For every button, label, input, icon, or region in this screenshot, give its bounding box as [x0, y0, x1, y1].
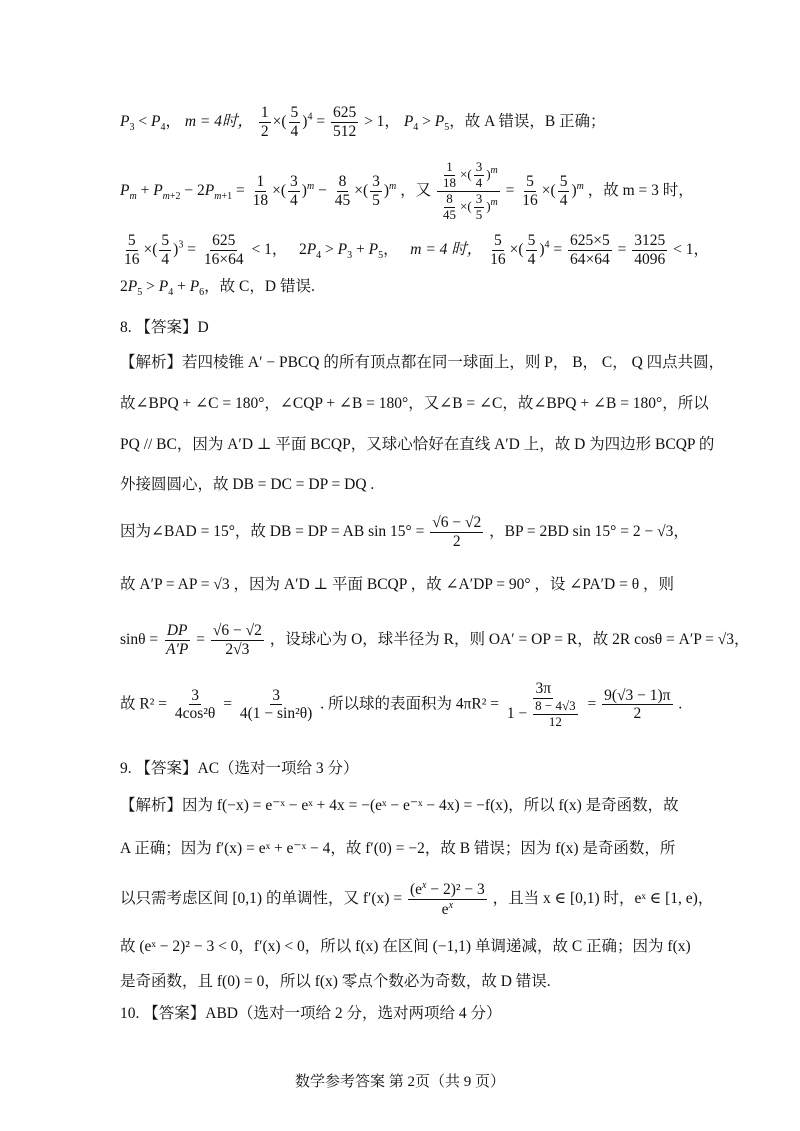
q8-analysis-line-8: 故 R² = $\frac{3}{\text{4cos²θ}}$ = $\frac{3}{\text{4(1 − sin²θ)}}$ . 所以球的表面积为 4πR² = 3π 1 − $\frac{8 - 4√3}{12}$ = $\frac{9(√3 - 1)\pi}{2}$ . [120, 680, 683, 729]
q7-line-1: $P_3 < P_4$， m = 4时， $\frac{1}{2}$ ×( $\frac{5}{4}$ )$^4$ = $\frac{625}{512}$ > 1， $P_4 > P_5$，故 A 错误，B 正确； [120, 104, 606, 140]
q8-answer: 8. 【答案】D [120, 319, 209, 336]
q8-analysis-line-4: 外接圆圆心，故 DB = DC = DP = DQ . [120, 476, 375, 493]
q8-analysis-line-1: 【解析】若四棱锥 A′ − PBCQ 的所有顶点都在同一球面上，则 P， B， C， Q 四点共圆， [120, 354, 725, 371]
q8-analysis-line-2: 故∠BPQ + ∠C = 180°，∠CQP + ∠B = 180°，又∠B = ∠C，故∠BPQ + ∠B = 180°，所以 [120, 395, 709, 412]
q8-analysis-line-3: PQ // BC，因为 A′D ⊥ 平面 BCQP，又球心恰好在直线 A′D 上，故 D 为四边形 BCQP 的 [120, 436, 715, 453]
q7-line-4: $2P_5 > P_4 + P_6$，故 C，D 错误. [120, 278, 315, 299]
q9-answer: 9. 【答案】AC（选对一项给 3 分） [120, 760, 359, 777]
q9-analysis-line-5: 是奇函数，且 f(0) = 0，所以 f(x) 零点个数必为奇数，故 D 错误. [120, 973, 551, 990]
q9-analysis-line-1: 【解析】因为 f(−x) = e⁻ˣ − eˣ + 4x = −(eˣ − e⁻ˣ − 4x) = −f(x)，所以 f(x) 是奇函数，故 [120, 797, 679, 814]
q7-line-2: $P_m + P_{m+2} - 2P_{m+1}$ = $\frac{1}{18}$ ×( $\frac{3}{4}$ )$^m$ − $\frac{8}{45}$ ×( $\frac{3}{5}$ )$^m$ ，又 $\frac{1}{18}$ ×( $\frac{3}{4}$ )$^m$ $\frac{8}{45}$ ×( $\frac{3}{5}$ )$^m$ = $\frac{5}{16}$ ×( $\frac{5}{4}$ )$^m$ ，故 m = 3 时， [120, 159, 694, 222]
page-footer: 数学参考答案 第 2页（共 9 页） [294, 1074, 505, 1090]
q9-analysis-line-3: 以只需考虑区间 [0,1) 的单调性，又 f′(x) = $\frac{(e^x - 2)^2 - 3}{e^x}$ ，且当 x ∈ [0,1) 时，eˣ ∈ [1, e)， [120, 880, 714, 919]
q8-analysis-line-6: 故 A′P = AP = √3 ，因为 A′D ⊥ 平面 BCQP ，故 ∠A′DP = 90° ，设 ∠PA′D = θ ，则 [120, 576, 675, 593]
q8-analysis-line-7: sinθ = $\frac{DP}{A'P}$ = $\frac{√6 - √2}{2√3}$ ，设球心为 O，球半径为 R，则 OA′ = OP = R，故 2R cosθ = A′P = √3， [120, 622, 750, 658]
q9-analysis-line-4: 故 (eˣ − 2)² − 3 < 0，f′(x) < 0，所以 f(x) 在区间 (−1,1) 单调递减，故 C 正确；因为 f(x) [120, 938, 691, 955]
q8-analysis-line-5: 因为∠BAD = 15°，故 DB = DP = AB sin 15° = $\frac{√6 - √2}{2}$ ，BP = 2BD sin 15° = 2 − √3， [120, 514, 689, 550]
q10-answer: 10. 【答案】ABD（选对一项给 2 分，选对两项给 4 分） [120, 1005, 502, 1022]
q9-analysis-line-2: A 正确；因为 f′(x) = eˣ + e⁻ˣ − 4，故 f′(0) = −2，故 B 错误；因为 f(x) 是奇函数，所 [120, 840, 676, 857]
q7-line-3: $\frac{5}{16}$ ×( $\frac{5}{4}$ )$^3$ = $\frac{625}{16\times 64}$ < 1， $2P_4 > P_3 + P_5$， m = 4 时， $\frac{5}{16}$ ×( $\frac{5}{4}$ )$^4$ = $\frac{625\times 5}{64\times 64}$ = $\frac{3125}{4096}$ < 1， [124, 232, 709, 268]
